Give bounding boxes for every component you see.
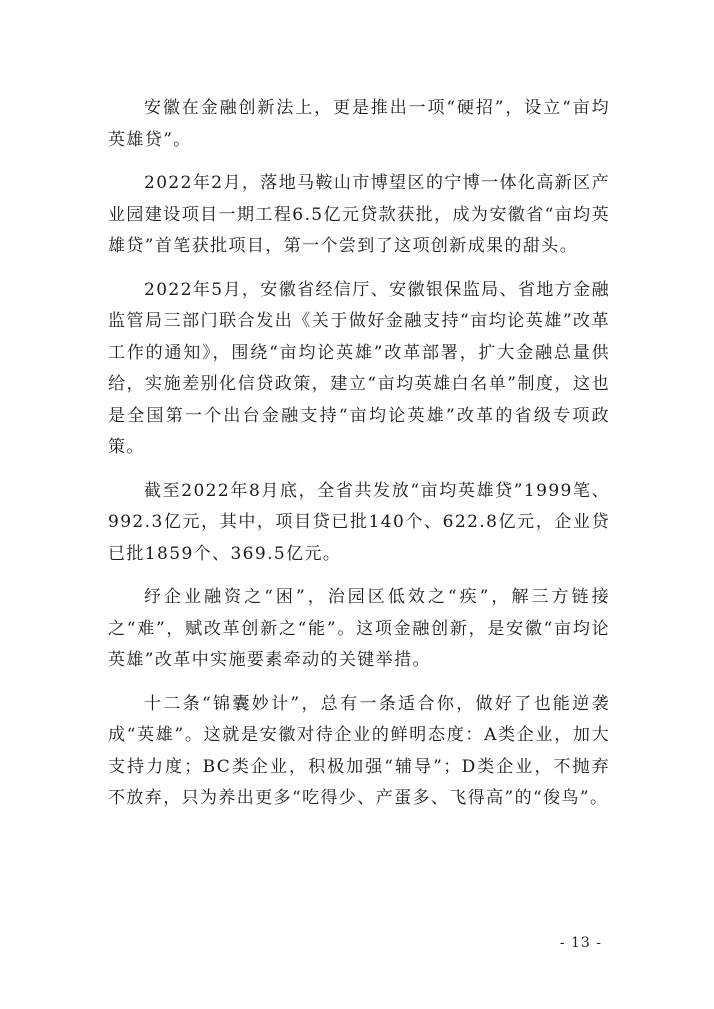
paragraph-4: 截至2022年8月底，全省共发放“亩均英雄贷”1999笔、992.3亿元，其中，项目贷已批140个、622.8亿元，企业贷已批1859个、369.5亿元。 [108,480,610,564]
paragraph-5: 纾企业融资之“困”，治园区低效之“疾”，解三方链接之“难”，赋改革创新之“能”。这项金融创新，是安徽“亩均论英雄”改革中实施要素牵动的关键举措。 [108,587,610,670]
paragraph-2: 2022年2月，落地马鞍山市博望区的宁博一体化高新区产业园建设项目一期工程6.5亿元贷款获批，成为安徽省“亩均英雄贷”首笔获批项目，第一个尝到了这项创新成果的甜头。 [108,173,610,256]
paragraph-6: 十二条“锦囊妙计”，总有一条适合你，做好了也能逆袭成“英雄”。这就是安徽对待企业的鲜明态度：A类企业，加大支持力度；BC类企业，积极加强“辅导”；D类企业，不抛弃不放弃，只为养出更多“吃得少、产蛋多、飞得高”的“俊鸟”。 [108,693,610,808]
paragraph-1: 安徽在金融创新法上，更是推出一项“硬招”，设立“亩均英雄贷”。 [108,98,610,150]
page-number: - 13 - [559,935,602,951]
paragraph-3: 2022年5月，安徽省经信厅、安徽银保监局、省地方金融监管局三部门联合发出《关于做好金融支持“亩均论英雄”改革工作的通知》，围绕“亩均论英雄”改革部署，扩大金融总量供给，实施差别化信贷政策，建立“亩均英雄白名单”制度，这也是全国第一个出台金融支持“亩均论英雄”改革的省级专项政策。 [108,279,610,457]
body-text [108,93,610,815]
